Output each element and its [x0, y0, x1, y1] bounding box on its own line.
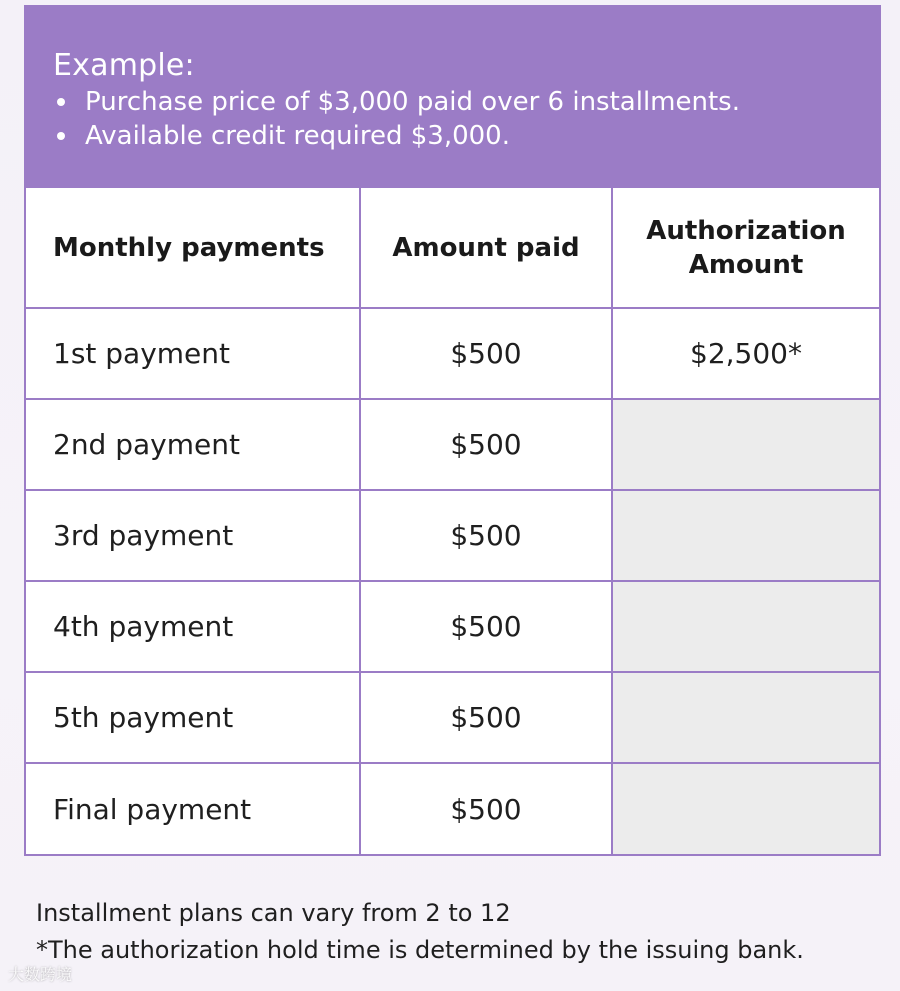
payment-amount: $500: [360, 308, 612, 399]
example-title: Example:: [53, 48, 195, 83]
table-row: [26, 490, 879, 581]
table-row: [26, 672, 879, 763]
authorization-empty-cell: [612, 581, 879, 672]
example-bullet-item: [53, 119, 879, 153]
authorization-empty-cell: [612, 490, 879, 581]
payment-amount: $500: [360, 399, 612, 490]
footnote-authorization-hold: *The authorization hold time is determined by the issuing bank.: [36, 936, 804, 964]
authorization-amount: $2,500*: [612, 308, 879, 399]
watermark-logo: 大数跨境: [8, 965, 73, 984]
payment-amount: $500: [360, 490, 612, 581]
payment-label: 1st payment: [26, 308, 360, 399]
installment-example-card: [24, 5, 881, 856]
table-row: [26, 763, 879, 854]
bullet-icon: [57, 132, 65, 140]
header-monthly-payments: Monthly payments: [26, 188, 360, 308]
authorization-empty-cell: [612, 763, 879, 854]
payment-label: 4th payment: [26, 581, 360, 672]
payment-label: 2nd payment: [26, 399, 360, 490]
table-row: [26, 308, 879, 399]
header-amount-paid: Amount paid: [360, 188, 612, 308]
payment-table: [26, 188, 879, 854]
example-bullet-text: Purchase price of $3,000 paid over 6 installments.: [85, 87, 740, 117]
table-header-row: [26, 188, 879, 308]
authorization-empty-cell: [612, 399, 879, 490]
payment-amount: $500: [360, 581, 612, 672]
header-authorization-amount: Authorization Amount: [612, 188, 879, 308]
payment-amount: $500: [360, 763, 612, 854]
payment-label: Final payment: [26, 763, 360, 854]
table-row: [26, 399, 879, 490]
authorization-empty-cell: [612, 672, 879, 763]
example-bullet-item: [53, 85, 879, 119]
bullet-icon: [57, 98, 65, 106]
payment-label: 5th payment: [26, 672, 360, 763]
table-row: [26, 581, 879, 672]
example-bullet-list: [53, 85, 879, 153]
footnote-installment-range: Installment plans can vary from 2 to 12: [36, 899, 511, 927]
payment-amount: $500: [360, 672, 612, 763]
example-bullet-text: Available credit required $3,000.: [85, 121, 510, 151]
example-banner: [26, 7, 879, 188]
payment-label: 3rd payment: [26, 490, 360, 581]
footnotes: [36, 895, 804, 969]
